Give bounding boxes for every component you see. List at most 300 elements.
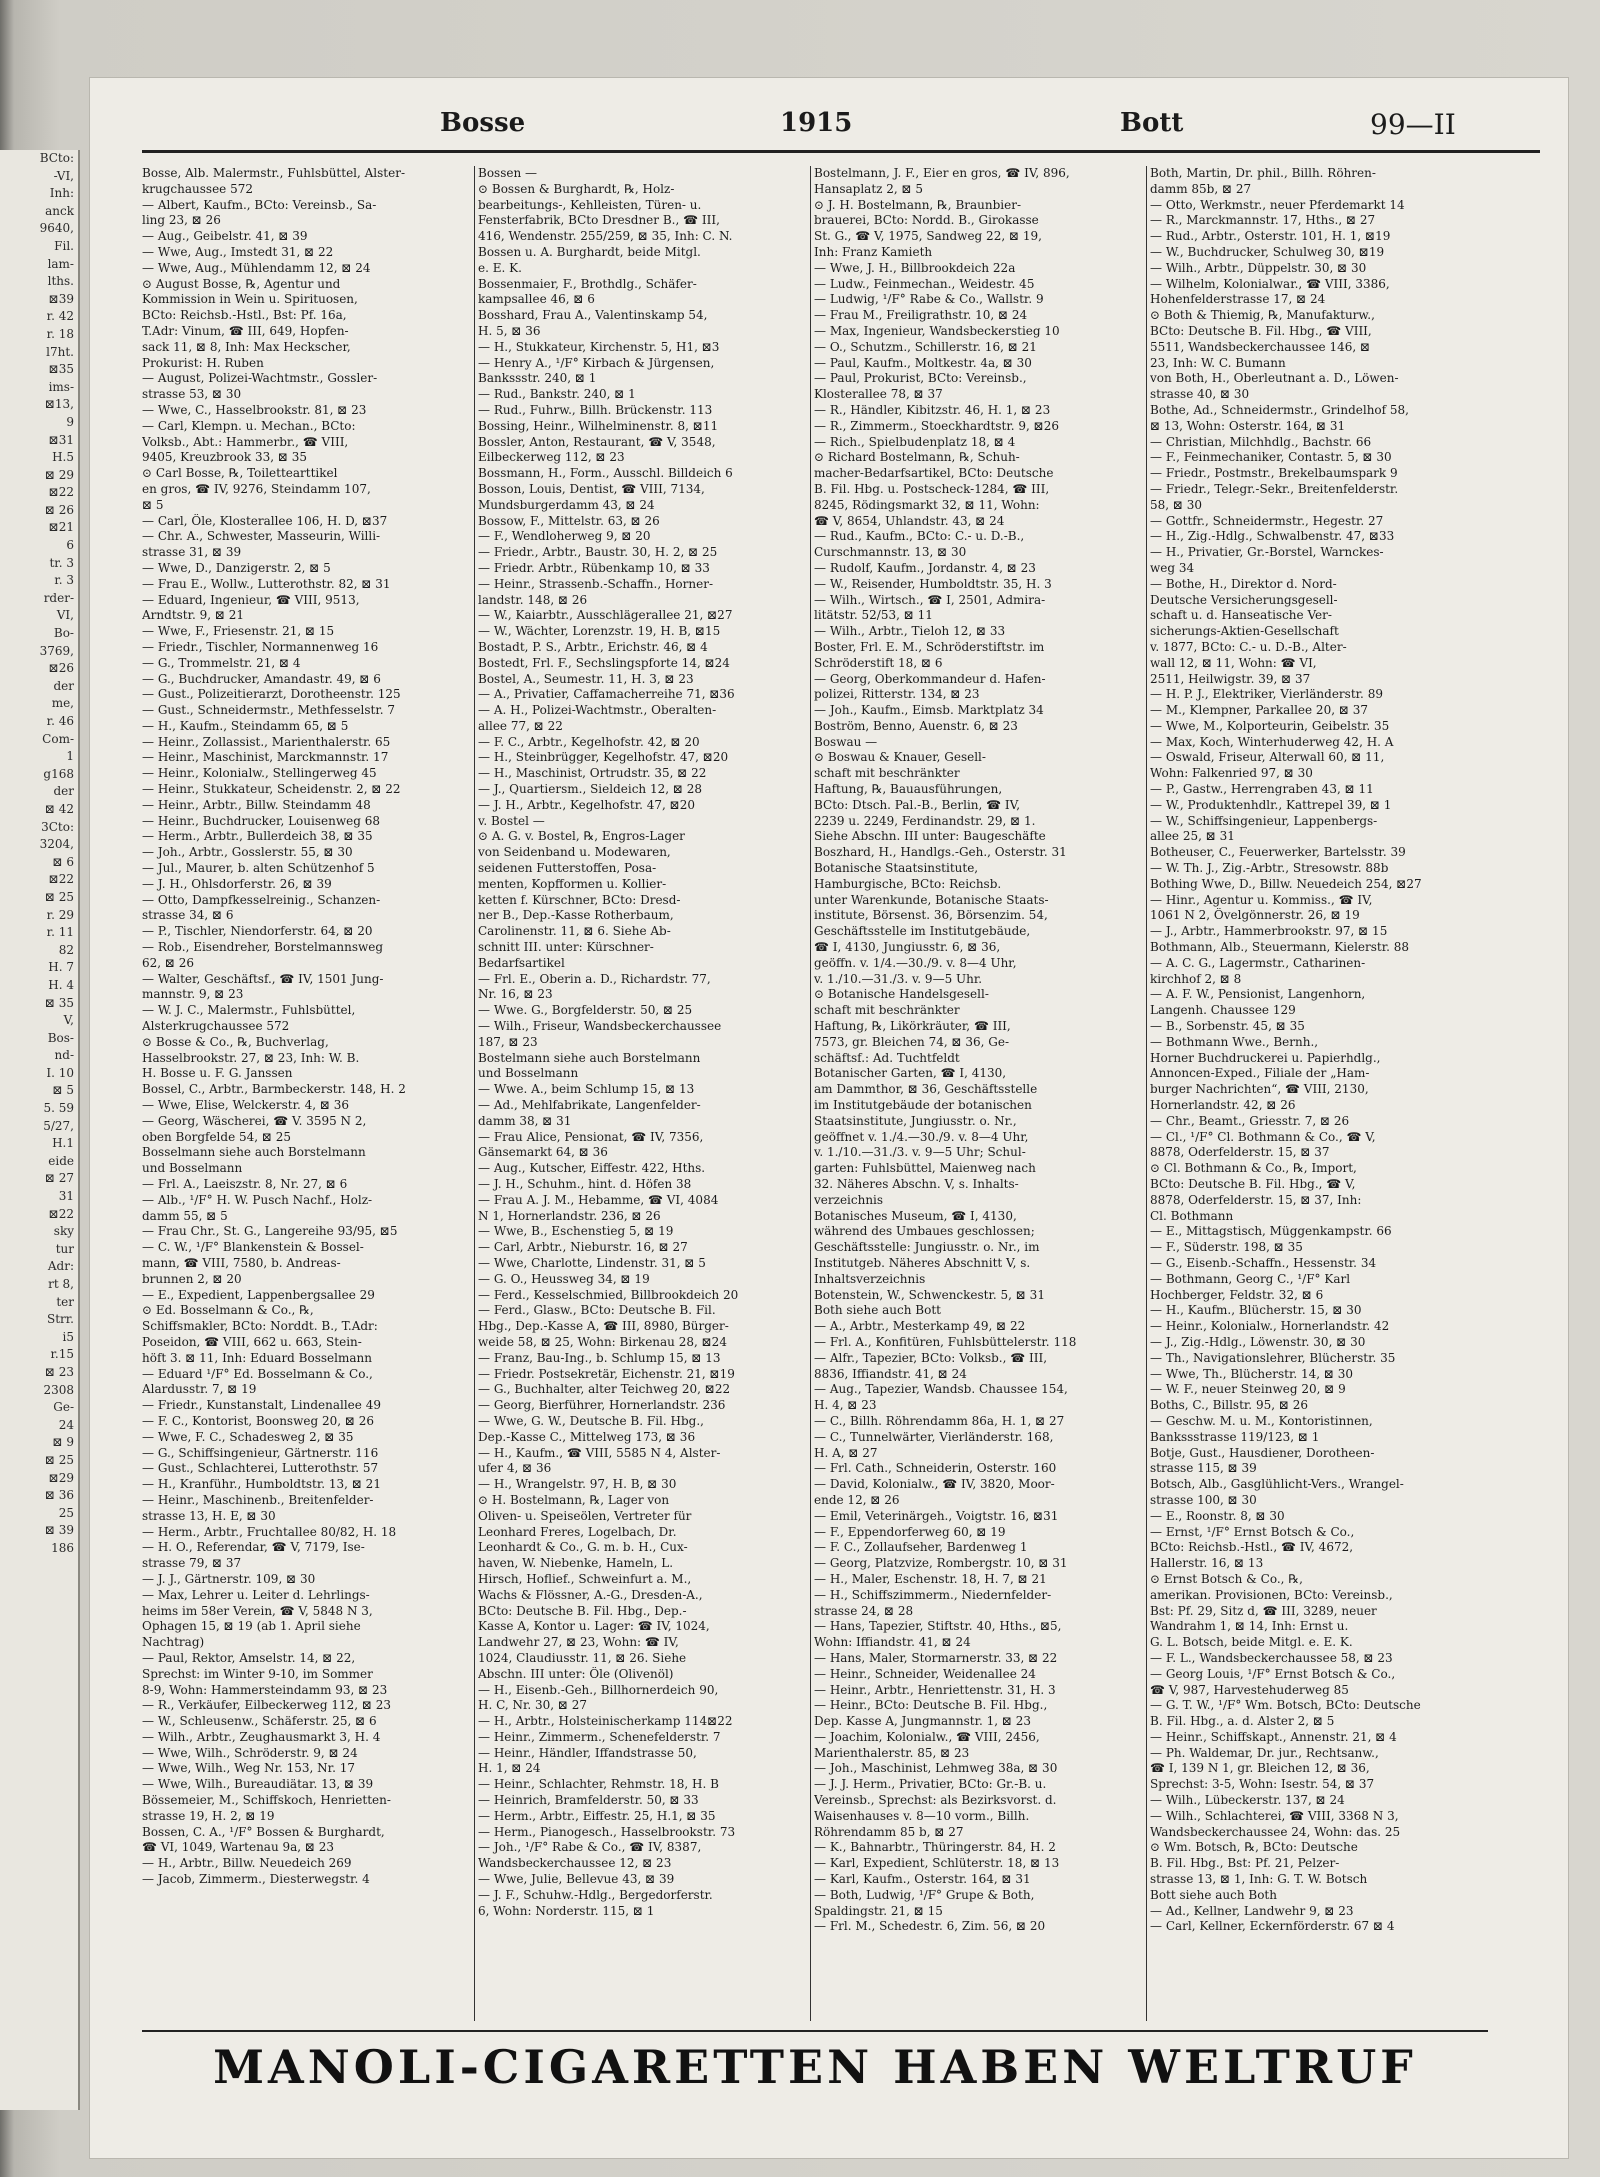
previous-page-fragment: ⊠22 xyxy=(48,485,74,500)
directory-entry-line: Langenh. Chaussee 129 xyxy=(1150,1003,1296,1018)
directory-entry-line: — H., Eisenb.-Geh., Billhornerdeich 90, xyxy=(478,1682,719,1697)
directory-entry-line: — J., Arbtr., Hammerbrookstr. 97, ⊠ 15 xyxy=(1150,924,1388,939)
directory-entry-line: — Herm., Arbtr., Eiffestr. 25, H.1, ⊠ 35 xyxy=(478,1808,716,1823)
directory-entry-line: — Aug., Kutscher, Eiffestr. 422, Hths. xyxy=(478,1161,706,1176)
directory-entry-line: Annoncen-Exped., Filiale der „Ham- xyxy=(1150,1066,1370,1081)
directory-entry-line: — W., Wächter, Lorenzstr. 19, H. B, ⊠15 xyxy=(478,624,721,639)
directory-entry-line: — Wwe, F. C., Schadesweg 2, ⊠ 35 xyxy=(142,1429,354,1444)
directory-entry-line: ufer 4, ⊠ 36 xyxy=(478,1461,552,1476)
directory-entry-line: höft 3. ⊠ 11, Inh: Eduard Bosselmann xyxy=(142,1350,372,1365)
directory-entry-line: — H., Zig.-Hdlg., Schwalbenstr. 47, ⊠33 xyxy=(1150,529,1395,544)
directory-entry-line: — Friedr. Postsekretär, Eichenstr. 21, ⊠19 xyxy=(478,1366,735,1381)
directory-entry-line: 1061 N 2, Övelgönnerstr. 26, ⊠ 19 xyxy=(1150,908,1360,923)
directory-entry-line: Bossing, Heinr., Wilhelminenstr. 8, ⊠11 xyxy=(478,418,719,433)
directory-entry-line: — W., Produktenhdlr., Kattrepel 39, ⊠ 1 xyxy=(1150,797,1392,812)
directory-entry-line: ⊙ August Bosse, ℞, Agentur und xyxy=(142,276,341,291)
directory-entry-line: Nr. 16, ⊠ 23 xyxy=(478,987,553,1002)
directory-entry-line: Landwehr 27, ⊠ 23, Wohn: ☎ IV, xyxy=(478,1635,679,1650)
directory-entry-line: — Max, Ingenieur, Wandsbeckerstieg 10 xyxy=(814,323,1060,338)
directory-entry-line: — Henry A., ¹/F° Kirbach & Jürgensen, xyxy=(478,355,715,370)
previous-page-fragment: ter xyxy=(56,1294,74,1309)
directory-entry-line: — W. J. C., Malermstr., Fuhlsbüttel, xyxy=(142,1003,356,1018)
previous-page-fragment: H. 7 xyxy=(48,960,74,975)
directory-entry-line: — E., Roonstr. 8, ⊠ 30 xyxy=(1150,1508,1285,1523)
directory-entry-line: — Georg, Bierführer, Hornerlandstr. 236 xyxy=(478,1398,726,1413)
directory-entry-line: schäftsf.: Ad. Tuchtfeldt xyxy=(814,1050,960,1065)
directory-entry-line: — Oswald, Friseur, Alterwall 60, ⊠ 11, xyxy=(1150,750,1385,765)
previous-page-fragment: Adr: xyxy=(47,1259,74,1274)
directory-entry-line: Bostadt, P. S., Arbtr., Erichstr. 46, ⊠ 4 xyxy=(478,639,708,654)
directory-entry-line: H. 5, ⊠ 36 xyxy=(478,323,541,338)
previous-page-fragment: 24 xyxy=(58,1417,74,1432)
directory-entry-line: Bostelmann, J. F., Eier en gros, ☎ IV, 896, xyxy=(814,166,1070,180)
directory-entry-line: — Joh., ¹/F° Rabe & Co., ☎ IV, 8387, xyxy=(478,1840,702,1855)
directory-entry-line: — Walter, Geschäftsf., ☎ IV, 1501 Jung- xyxy=(142,971,384,986)
previous-page-fragment: 1 xyxy=(66,749,74,764)
directory-entry-line: — Wwe, Aug., Imstedt 31, ⊠ 22 xyxy=(142,244,334,259)
directory-entry-line: — H., Arbtr., Billw. Neuedeich 269 xyxy=(142,1856,352,1871)
directory-entry-line: BCto: Dtsch. Pal.-B., Berlin, ☎ IV, xyxy=(814,797,1021,812)
directory-entry-line: en gros, ☎ IV, 9276, Steindamm 107, xyxy=(142,481,371,496)
directory-entry-line: — F. C., Kontorist, Boonsweg 20, ⊠ 26 xyxy=(142,1413,374,1428)
previous-page-fragment: ⊠ 23 xyxy=(44,1364,74,1379)
directory-entry-line: — Heinr., Schneider, Weidenallee 24 xyxy=(814,1666,1036,1681)
directory-entry-line: — A., Privatier, Caffamacherreihe 71, ⊠36 xyxy=(478,687,735,702)
directory-entry-line: BCto: Deutsche B. Fil. Hbg., ☎ VIII, xyxy=(1150,323,1372,338)
directory-entry-line: ☎ V, 987, Harvestehuderweg 85 xyxy=(1150,1682,1349,1697)
previous-page-fragment: H.5 xyxy=(52,450,74,465)
directory-entry-line: haven, W. Niebenke, Hameln, L. xyxy=(478,1556,674,1571)
directory-entry-line: — Heinr., Arbtr., Henriettenstr. 31, H. 3 xyxy=(814,1682,1056,1697)
directory-entry-line: 23, Inh: W. C. Bumann xyxy=(1150,355,1286,370)
directory-entry-line: 62, ⊠ 26 xyxy=(142,955,195,970)
directory-entry-line: Bankssstrasse 119/123, ⊠ 1 xyxy=(1150,1429,1320,1444)
directory-entry-line: — Wwe, Julie, Bellevue 43, ⊠ 39 xyxy=(478,1872,675,1887)
directory-entry-line: — Georg, Wäscherei, ☎ V. 3595 N 2, xyxy=(142,1113,367,1128)
directory-entry-line: Boszhard, H., Handlgs.-Geh., Osterstr. 31 xyxy=(814,845,1067,860)
directory-entry-line: — G., Trommelstr. 21, ⊠ 4 xyxy=(142,655,301,670)
previous-page-fragment: Inh: xyxy=(49,186,74,201)
directory-entry-line: Bankssstr. 240, ⊠ 1 xyxy=(478,371,597,386)
directory-entry-line: Staatsinstitute, Jungiusstr. o. Nr., xyxy=(814,1113,1017,1128)
directory-entry-line: Prokurist: H. Ruben xyxy=(142,355,264,370)
previous-page-fragment: lam- xyxy=(47,256,74,271)
directory-entry-line: — Rud., Arbtr., Osterstr. 101, H. 1, ⊠19 xyxy=(1150,229,1391,244)
directory-entry-line: 5511, Wandsbeckerchaussee 146, ⊠ xyxy=(1150,339,1371,354)
directory-entry-line: Boswau — xyxy=(814,734,878,749)
previous-page-fragment: ⊠ 42 xyxy=(44,801,74,816)
previous-page-fragment: lths. xyxy=(47,274,74,289)
directory-entry-line: — W., Kaiarbtr., Ausschlägerallee 21, ⊠27 xyxy=(478,608,733,623)
directory-entry-line: Horner Buchdruckerei u. Papierhdlg., xyxy=(1150,1050,1381,1065)
directory-entry-line: — Joachim, Kolonialw., ☎ VIII, 2456, xyxy=(814,1729,1040,1744)
directory-entry-line: BCto: Deutsche B. Fil. Hbg., Dep.- xyxy=(478,1603,687,1618)
directory-entry-line: — J. H., Ohlsdorferstr. 26, ⊠ 39 xyxy=(142,876,332,891)
directory-entry-line: ⊙ Bossen & Burghardt, ℞, Holz- xyxy=(478,181,675,196)
directory-entry-line: Bosse, Alb. Malermstr., Fuhlsbüttel, Alster- xyxy=(142,166,406,180)
directory-entry-line: — Wwe, Wilh., Weg Nr. 153, Nr. 17 xyxy=(142,1761,355,1776)
directory-entry-line: Inhaltsverzeichnis xyxy=(814,1271,926,1286)
directory-entry-line: garten: Fuhlsbüttel, Maienweg nach xyxy=(814,1161,1036,1176)
advertisement-banner: MANOLI-CIGARETTEN HABEN WELTRUF xyxy=(213,2040,1417,2094)
directory-entry-line: 32. Näheres Abschn. V, s. Inhalts- xyxy=(814,1177,1019,1191)
directory-entry-line: während des Umbaues geschlossen; xyxy=(814,1224,1035,1239)
previous-page-edge xyxy=(0,150,80,2110)
previous-page-fragment: 186 xyxy=(51,1540,74,1555)
directory-entry-line: Bossel, C., Arbtr., Barmbeckerstr. 148, H. 2 xyxy=(142,1082,406,1097)
directory-entry-line: H. C, Nr. 30, ⊠ 27 xyxy=(478,1698,588,1713)
directory-entry-line: — Paul, Prokurist, BCto: Vereinsb., xyxy=(814,371,1027,386)
directory-entry-line: strasse 53, ⊠ 30 xyxy=(142,387,242,402)
directory-entry-line: — Carl, Arbtr., Nieburstr. 16, ⊠ 27 xyxy=(478,1240,688,1255)
directory-entry-line: Bostel, A., Seumestr. 11, H. 3, ⊠ 23 xyxy=(478,671,694,686)
directory-entry-line: Wohn: Falkenried 97, ⊠ 30 xyxy=(1150,766,1313,781)
directory-entry-line: — Wwe, G. W., Deutsche B. Fil. Hbg., xyxy=(478,1413,704,1428)
directory-entry-line: — Ernst, ¹/F° Ernst Botsch & Co., xyxy=(1150,1524,1355,1539)
directory-entry-line: Hochberger, Feldstr. 32, ⊠ 6 xyxy=(1150,1287,1324,1302)
directory-entry-line: Bossow, F., Mittelstr. 63, ⊠ 26 xyxy=(478,513,660,528)
previous-page-fragment: ⊠31 xyxy=(48,432,74,447)
column-divider xyxy=(1146,166,1147,2021)
directory-entry-line: — H., Schiffszimmerm., Niedernfelder- xyxy=(814,1587,1052,1602)
directory-entry-line: Botsch, Alb., Gasglühlicht-Vers., Wrangel- xyxy=(1150,1477,1404,1492)
directory-entry-line: wall 12, ⊠ 11, Wohn: ☎ VI, xyxy=(1150,655,1317,670)
previous-page-fragment: ⊠ 36 xyxy=(44,1488,74,1503)
directory-entry-line: 187, ⊠ 23 xyxy=(478,1034,538,1049)
previous-page-fragment: BCto: xyxy=(39,151,74,165)
directory-entry-line: Schröderstift 18, ⊠ 6 xyxy=(814,655,943,670)
directory-entry-line: — Wwe, Charlotte, Lindenstr. 31, ⊠ 5 xyxy=(478,1255,706,1270)
directory-entry-line: krugchaussee 572 xyxy=(142,181,253,196)
directory-entry-line: — Ferd., Glasw., BCto: Deutsche B. Fil. xyxy=(478,1303,716,1318)
directory-entry-line: BCto: Reichsb.-Hstl., ☎ IV, 4672, xyxy=(1150,1540,1354,1555)
directory-entry-line: — H., Steinbrügger, Kegelhofstr. 47, ⊠20 xyxy=(478,750,729,765)
previous-page-fragment: g168 xyxy=(43,766,74,781)
directory-entry-line: Oliven- u. Speiseölen, Vertreter für xyxy=(478,1508,692,1523)
directory-entry-line: — Chr., Beamt., Griesstr. 7, ⊠ 26 xyxy=(1150,1113,1350,1128)
directory-entry-line: Hornerlandstr. 42, ⊠ 26 xyxy=(1150,1098,1296,1113)
directory-entry-line: — Hinr., Agentur u. Kommiss., ☎ IV, xyxy=(1150,892,1373,907)
directory-entry-line: Haftung, ℞, Bauausführungen, xyxy=(814,782,1003,797)
previous-page-fragment: ⊠ 25 xyxy=(44,1452,74,1467)
directory-entry-line: Alardusstr. 7, ⊠ 19 xyxy=(142,1382,257,1397)
directory-entry-line: — H., Kaufm., ☎ VIII, 5585 N 4, Alster- xyxy=(478,1445,721,1460)
directory-entry-line: — Wwe, Aug., Mühlendamm 12, ⊠ 24 xyxy=(142,260,371,275)
directory-entry-line: Bothmann, Alb., Steuermann, Kielerstr. 88 xyxy=(1150,940,1410,955)
directory-entry-line: — Ludw., Feinmechan., Weidestr. 45 xyxy=(814,276,1035,291)
directory-entry-line: Hamburgische, BCto: Reichsb. xyxy=(814,876,1002,891)
directory-entry-line: — Carl, Kellner, Eckernförderstr. 67 ⊠ 4 xyxy=(1150,1919,1395,1934)
directory-entry-line: strasse 31, ⊠ 39 xyxy=(142,545,242,560)
directory-entry-line: — Heinr., Händler, Iffandstrasse 50, xyxy=(478,1745,697,1760)
directory-entry-line: weg 34 xyxy=(1150,560,1195,575)
directory-entry-line: Bosson, Louis, Dentist, ☎ VIII, 7134, xyxy=(478,481,705,496)
previous-page-fragment: 5/27, xyxy=(43,1118,74,1133)
directory-entry-line: — Joh., Arbtr., Gosslerstr. 55, ⊠ 30 xyxy=(142,845,353,860)
directory-entry-line: — W., Reisender, Humboldtstr. 35, H. 3 xyxy=(814,576,1052,591)
directory-entry-line: Wachs & Flössner, A.-G., Dresden-A., xyxy=(478,1587,703,1602)
directory-entry-line: — K., Bahnarbtr., Thüringerstr. 84, H. 2 xyxy=(814,1840,1056,1855)
directory-entry-line: Boström, Benno, Auenstr. 6, ⊠ 23 xyxy=(814,718,1018,733)
directory-entry-line: Abschn. III unter: Öle (Olivenöl) xyxy=(478,1666,674,1681)
header-right-word: Bott xyxy=(1120,108,1184,138)
directory-entry-line: 8245, Rödingsmarkt 32, ⊠ 11, Wohn: xyxy=(814,497,1040,512)
directory-entry-line: — O., Schutzm., Schillerstr. 16, ⊠ 21 xyxy=(814,339,1037,354)
directory-entry-line: — P., Tischler, Niendorferstr. 64, ⊠ 20 xyxy=(142,924,373,939)
directory-entry-line: Poseidon, ☎ VIII, 662 u. 663, Stein- xyxy=(142,1334,362,1349)
directory-entry-line: — Wilh., Arbtr., Zeughausmarkt 3, H. 4 xyxy=(142,1729,381,1744)
directory-entry-line: — Wwe, C., Hasselbrookstr. 81, ⊠ 23 xyxy=(142,402,367,417)
directory-entry-line: — Friedr., Postmstr., Brekelbaumspark 9 xyxy=(1150,466,1398,481)
directory-entry-line: weide 58, ⊠ 25, Wohn: Birkenau 28, ⊠24 xyxy=(478,1334,727,1349)
directory-entry-line: — Aug., Geibelstr. 41, ⊠ 39 xyxy=(142,229,308,244)
directory-entry-line: — Wilh., Wirtsch., ☎ I, 2501, Admira- xyxy=(814,592,1046,607)
directory-entry-line: strasse 19, H. 2, ⊠ 19 xyxy=(142,1808,275,1823)
directory-entry-line: — F., Süderstr. 198, ⊠ 35 xyxy=(1150,1240,1303,1255)
directory-entry-line: — Albert, Kaufm., BCto: Vereinsb., Sa- xyxy=(142,197,377,212)
directory-entry-line: — J. F., Schuhw.-Hdlg., Bergedorferstr. xyxy=(478,1887,713,1902)
directory-entry-line: — Rud., Fuhrw., Billh. Brückenstr. 113 xyxy=(478,402,713,417)
directory-entry-line: Hohenfelderstrasse 17, ⊠ 24 xyxy=(1150,292,1326,307)
directory-entry-line: v. 1./10.—31./3. v. 9—5 Uhr. xyxy=(814,971,983,986)
directory-entry-line: — Rich., Spielbudenplatz 18, ⊠ 4 xyxy=(814,434,1016,449)
directory-entry-line: schaft mit beschränkter xyxy=(814,1003,960,1018)
directory-entry-line: Bothing Wwe, D., Billw. Neuedeich 254, ⊠27 xyxy=(1150,876,1422,891)
directory-entry-line: Sprechst: im Winter 9-10, im Sommer xyxy=(142,1666,373,1681)
directory-entry-line: — A. H., Polizei-Wachtmstr., Oberalten- xyxy=(478,703,717,718)
directory-entry-line: macher-Bedarfsartikel, BCto: Deutsche xyxy=(814,466,1054,481)
directory-entry-line: ⊙ Ernst Botsch & Co., ℞, xyxy=(1150,1571,1303,1586)
directory-entry-line: ☎ VI, 1049, Wartenau 9a, ⊠ 23 xyxy=(142,1840,335,1855)
directory-entry-line: — W. Th. J., Zig.-Arbtr., Stresowstr. 88b xyxy=(1150,861,1389,876)
directory-entry-line: B. Fil. Hbg., Bst: Pf. 21, Pelzer- xyxy=(1150,1856,1340,1871)
directory-entry-line: — J. J., Gärtnerstr. 109, ⊠ 30 xyxy=(142,1571,316,1586)
directory-entry-line: Schiffsmakler, BCto: Norddt. B., T.Adr: xyxy=(142,1319,378,1334)
directory-entry-line: institute, Börsenst. 36, Börsenzim. 54, xyxy=(814,908,1048,923)
directory-entry-line: — Ludwig, ¹/F° Rabe & Co., Wallstr. 9 xyxy=(814,292,1044,307)
column-divider xyxy=(810,166,811,2021)
directory-entry-line: Vereinsb., Sprechst: als Bezirksvorst. d. xyxy=(814,1793,1057,1808)
directory-entry-line: — Friedr., Telegr.-Sekr., Breitenfelderstr. xyxy=(1150,481,1399,496)
directory-entry-line: Both, Martin, Dr. phil., Billh. Röhren- xyxy=(1150,166,1376,180)
directory-entry-line: Röhrendamm 85 b, ⊠ 27 xyxy=(814,1824,964,1839)
directory-entry-line: — A., Arbtr., Mesterkamp 49, ⊠ 22 xyxy=(814,1319,1026,1334)
directory-entry-line: Haftung, ℞, Likörkräuter, ☎ III, xyxy=(814,1019,1011,1034)
directory-entry-line: Both siehe auch Bott xyxy=(814,1303,941,1318)
directory-entry-line: — Heinr., Schlachter, Rehmstr. 18, H. B xyxy=(478,1777,719,1792)
previous-page-fragment: r. 42 xyxy=(46,309,74,324)
directory-entry-line: N 1, Hornerlandstr. 236, ⊠ 26 xyxy=(478,1208,661,1223)
directory-entry-line: — Karl, Expedient, Schlüterstr. 18, ⊠ 13 xyxy=(814,1856,1060,1871)
directory-entry-line: Hasselbrookstr. 27, ⊠ 23, Inh: W. B. xyxy=(142,1050,360,1065)
previous-page-fragment: tur xyxy=(55,1241,74,1256)
directory-entry-line: — H., Kaufm., Blücherstr. 15, ⊠ 30 xyxy=(1150,1303,1362,1318)
directory-entry-line: landstr. 148, ⊠ 26 xyxy=(478,592,588,607)
directory-entry-line: — Alfr., Tapezier, BCto: Volksb., ☎ III, xyxy=(814,1350,1048,1365)
previous-page-fragment: tr. 3 xyxy=(49,555,74,570)
directory-entry-line: Hallerstr. 16, ⊠ 13 xyxy=(1150,1556,1264,1571)
directory-entry-line: — H., Stukkateur, Kirchenstr. 5, H1, ⊠3 xyxy=(478,339,720,354)
directory-entry-line: — Joh., Maschinist, Lehmweg 38a, ⊠ 30 xyxy=(814,1761,1058,1776)
directory-entry-line: — Heinr., Stukkateur, Scheidenstr. 2, ⊠ 22 xyxy=(142,782,401,797)
directory-entry-line: — Wwe, B., Eschenstieg 5, ⊠ 19 xyxy=(478,1224,674,1239)
directory-entry-line: — Wwe. G., Borgfelderstr. 50, ⊠ 25 xyxy=(478,1003,693,1018)
directory-entry-line: — C., Tunnelwärter, Vierländerstr. 168, xyxy=(814,1429,1054,1444)
directory-entry-line: ⊙ A. G. v. Bostel, ℞, Engros-Lager xyxy=(478,829,685,844)
directory-entry-line: — R., Verkäufer, Eilbeckerweg 112, ⊠ 23 xyxy=(142,1698,392,1713)
directory-entry-line: 6, Wohn: Norderstr. 115, ⊠ 1 xyxy=(478,1903,655,1918)
previous-page-fragment: ⊠21 xyxy=(48,520,74,535)
directory-entry-line: — Wilh., Arbtr., Düppelstr. 30, ⊠ 30 xyxy=(1150,260,1367,275)
directory-entry-line: — Heinr., Maschinist, Marckmannstr. 17 xyxy=(142,750,389,765)
directory-entry-line: — Otto, Werkmstr., neuer Pferdemarkt 14 xyxy=(1150,197,1405,212)
directory-entry-line: — Rudolf, Kaufm., Jordanstr. 4, ⊠ 23 xyxy=(814,560,1036,575)
previous-page-fragment: 3769, xyxy=(39,643,74,658)
previous-page-fragment: me, xyxy=(51,696,74,711)
directory-entry-line: — Gust., Polizeitierarzt, Dorotheenstr. 125 xyxy=(142,687,401,702)
directory-entry-line: G. L. Botsch, beide Mitgl. e. E. K. xyxy=(1150,1635,1353,1650)
directory-entry-line: mann, ☎ VIII, 7580, b. Andreas- xyxy=(142,1255,341,1270)
previous-page-fragment: ims- xyxy=(48,379,74,394)
directory-entry-line: — Carl, Öle, Klosterallee 106, H. D, ⊠37 xyxy=(142,513,388,528)
directory-entry-line: Gänsemarkt 64, ⊠ 36 xyxy=(478,1145,608,1160)
directory-entry-line: T.Adr: Vinum, ☎ III, 649, Hopfen- xyxy=(142,323,349,338)
directory-entry-line: — Heinr., Kolonialw., Stellingerweg 45 xyxy=(142,766,377,781)
previous-page-fragment: ⊠ 26 xyxy=(44,502,74,517)
previous-page-fragment: 5. 59 xyxy=(43,1101,74,1116)
previous-page-fragment: 3Cto: xyxy=(41,819,74,834)
directory-entry-line: — H., Maschinist, Ortrudstr. 35, ⊠ 22 xyxy=(478,766,707,781)
directory-entry-line: — F. C., Zollaufseher, Bardenweg 1 xyxy=(814,1540,1028,1555)
directory-entry-line: — Rob., Eisendreher, Borstelmannsweg xyxy=(142,940,384,955)
directory-entry-line: — Max, Koch, Winterhuderweg 42, H. A xyxy=(1150,734,1394,749)
directory-entry-line: B. Fil. Hbg. u. Postscheck-1284, ☎ III, xyxy=(814,481,1050,496)
directory-entry-line: — Aug., Tapezier, Wandsb. Chaussee 154, xyxy=(814,1382,1068,1397)
directory-entry-line: — H., Maler, Eschenstr. 18, H. 7, ⊠ 21 xyxy=(814,1571,1047,1586)
directory-entry-line: seidenen Futterstoffen, Posa- xyxy=(478,861,657,876)
directory-entry-line: — M., Klempner, Parkallee 20, ⊠ 37 xyxy=(1150,703,1368,718)
directory-entry-line: — Heinr., Maschinenb., Breitenfelder- xyxy=(142,1492,374,1507)
directory-entry-line: Volksb., Abt.: Hammerbr., ☎ VIII, xyxy=(142,434,349,449)
directory-entry-line: strasse 79, ⊠ 37 xyxy=(142,1556,242,1571)
previous-page-fragment: VI, xyxy=(56,608,74,623)
previous-page-fragment: ⊠ 25 xyxy=(44,889,74,904)
directory-entry-line: — Joh., Kaufm., Eimsb. Marktplatz 34 xyxy=(814,703,1044,718)
directory-entry-line: — Herm., Pianogesch., Hasselbrookstr. 73 xyxy=(478,1824,736,1839)
directory-entry-line: Botanischer Garten, ☎ I, 4130, xyxy=(814,1066,1007,1081)
previous-page-fragment: Ge- xyxy=(53,1400,74,1415)
directory-entry-line: v. 1./10.—31./3. v. 9—5 Uhr; Schul- xyxy=(814,1145,1026,1160)
directory-entry-line: — G., Buchdrucker, Amandastr. 49, ⊠ 6 xyxy=(142,671,381,686)
directory-entry-line: — H., Privatier, Gr.-Borstel, Warnckes- xyxy=(1150,545,1384,560)
directory-entry-line: — H. P. J., Elektriker, Vierländerstr. 89 xyxy=(1150,687,1383,702)
directory-entry-line: — Wilh., Lübeckerstr. 137, ⊠ 24 xyxy=(1150,1793,1345,1808)
previous-page-fragment: ⊠26 xyxy=(48,661,74,676)
directory-entry-line: — A. F. W., Pensionist, Langenhorn, xyxy=(1150,987,1366,1002)
directory-entry-line: Alsterkrugchaussee 572 xyxy=(142,1019,290,1034)
directory-entry-line: — J. H., Arbtr., Kegelhofstr. 47, ⊠20 xyxy=(478,797,696,812)
directory-entry-line: — Wwe, Wilh., Bureaudiätar. 13, ⊠ 39 xyxy=(142,1777,374,1792)
previous-page-fragment: -VI, xyxy=(53,168,74,183)
directory-entry-line: — David, Kolonialw., ☎ IV, 3820, Moor- xyxy=(814,1477,1055,1492)
directory-entry-line: — Friedr., Tischler, Normannenweg 16 xyxy=(142,639,379,654)
directory-entry-line: 8878, Oderfelderstr. 15, ⊠ 37, Inh: xyxy=(1150,1192,1362,1207)
previous-page-fragment: Bo- xyxy=(53,626,74,641)
previous-page-fragment: Com- xyxy=(42,731,74,746)
directory-entry-line: — H., Arbtr., Holsteinischerkamp 114⊠22 xyxy=(478,1714,733,1729)
directory-entry-line: Hansaplatz 2, ⊠ 5 xyxy=(814,181,924,196)
directory-entry-line: — Heinr., BCto: Deutsche B. Fil. Hbg., xyxy=(814,1698,1048,1713)
advertisement-rule xyxy=(142,2030,1488,2032)
directory-entry-line: — W., Schiffsingenieur, Lappenbergs- xyxy=(1150,813,1378,828)
directory-entry-line: Klosterallee 78, ⊠ 37 xyxy=(814,387,943,402)
previous-page-fragment: 25 xyxy=(58,1505,74,1520)
previous-page-fragment: ⊠13, xyxy=(44,397,74,412)
previous-page-fragment: nd- xyxy=(54,1048,74,1063)
directory-entry-line: — Ad., Kellner, Landwehr 9, ⊠ 23 xyxy=(1150,1903,1354,1918)
directory-entry-line: — H., Kaufm., Steindamm 65, ⊠ 5 xyxy=(142,718,349,733)
column-4 xyxy=(1150,166,1486,2026)
directory-entry-line: Siehe Abschn. III unter: Baugeschäfte xyxy=(814,829,1046,844)
directory-entry-line: — Friedr., Arbtr., Baustr. 30, H. 2, ⊠ 25 xyxy=(478,545,718,560)
page-header xyxy=(90,108,1568,148)
column-1 xyxy=(142,166,472,2026)
directory-entry-line: — Franz, Bau-Ing., b. Schlump 15, ⊠ 13 xyxy=(478,1350,721,1365)
directory-entry-line: von Seidenband u. Modewaren, xyxy=(478,845,671,860)
directory-entry-line: amerikan. Provisionen, BCto: Vereinsb., xyxy=(1150,1587,1393,1602)
previous-page-fragment: I. 10 xyxy=(46,1065,74,1080)
directory-entry-line: kampsallee 46, ⊠ 6 xyxy=(478,292,595,307)
directory-entry-line: v. Bostel — xyxy=(478,813,545,828)
directory-entry-line: — Wwe, M., Kolporteurin, Geibelstr. 35 xyxy=(1150,718,1390,733)
directory-entry-line: Arndtstr. 9, ⊠ 21 xyxy=(142,608,245,623)
directory-entry-line: oben Borgfelde 54, ⊠ 25 xyxy=(142,1129,292,1144)
directory-entry-line: ende 12, ⊠ 26 xyxy=(814,1492,900,1507)
directory-entry-line: — Ferd., Kesselschmied, Billbrookdeich 20 xyxy=(478,1287,739,1302)
directory-entry-line: — Karl, Kaufm., Osterstr. 164, ⊠ 31 xyxy=(814,1872,1031,1887)
directory-entry-line: ner B., Dep.-Kasse Rotherbaum, xyxy=(478,908,674,923)
directory-entry-line: e. E. K. xyxy=(478,260,522,275)
directory-entry-line: v. 1877, BCto: C.- u. D.-B., Alter- xyxy=(1150,639,1347,654)
directory-entry-line: Wohn: Iffiandstr. 41, ⊠ 24 xyxy=(814,1635,971,1650)
directory-entry-line: — Wilhelm, Kolonialwar., ☎ VIII, 3386, xyxy=(1150,276,1390,291)
directory-entry-line: Hbg., Dep.-Kasse A, ☎ III, 8980, Bürger- xyxy=(478,1319,729,1334)
directory-entry-line: — E., Expedient, Lappenbergsallee 29 xyxy=(142,1287,375,1302)
directory-entry-line: Hirsch, Hoflief., Schweinfurt a. M., xyxy=(478,1571,692,1586)
directory-entry-line: brauerei, BCto: Nordd. B., Girokasse xyxy=(814,213,1039,228)
directory-entry-line: ⊠ 13, Wohn: Osterstr. 164, ⊠ 31 xyxy=(1150,418,1346,433)
previous-page-fragment: ⊠ 35 xyxy=(44,995,74,1010)
directory-entry-line: schaft u. d. Hanseatische Ver- xyxy=(1150,608,1332,623)
directory-entry-line: Bothe, Ad., Schneidermstr., Grindelhof 58, xyxy=(1150,402,1409,417)
directory-entry-line: — G., Schiffsingenieur, Gärtnerstr. 116 xyxy=(142,1445,379,1460)
previous-page-fragment: ⊠ 29 xyxy=(44,467,74,482)
directory-entry-line: — Wwe, F., Friesenstr. 21, ⊠ 15 xyxy=(142,624,335,639)
column-2 xyxy=(478,166,808,2026)
directory-entry-line: — Ph. Waldemar, Dr. jur., Rechtsanw., xyxy=(1150,1745,1379,1760)
previous-page-fragment: ⊠ 9 xyxy=(52,1435,74,1450)
directory-entry-line: — Both, Ludwig, ¹/F° Grupe & Both, xyxy=(814,1887,1035,1902)
directory-entry-line: ⊙ Bosse & Co., ℞, Buchverlag, xyxy=(142,1034,329,1049)
header-year: 1915 xyxy=(780,108,853,138)
directory-entry-line: — Wwe, Wilh., Schröderstr. 9, ⊠ 24 xyxy=(142,1745,358,1760)
directory-entry-line: ⊙ Ed. Bosselmann & Co., ℞, xyxy=(142,1303,314,1318)
directory-entry-line: — Bothe, H., Direktor d. Nord- xyxy=(1150,576,1337,591)
directory-entry-line: allee 77, ⊠ 22 xyxy=(478,718,563,733)
directory-entry-line: allee 25, ⊠ 31 xyxy=(1150,829,1235,844)
directory-entry-line: Nachtrag) xyxy=(142,1635,205,1650)
previous-page-fragment: H.1 xyxy=(52,1136,74,1151)
